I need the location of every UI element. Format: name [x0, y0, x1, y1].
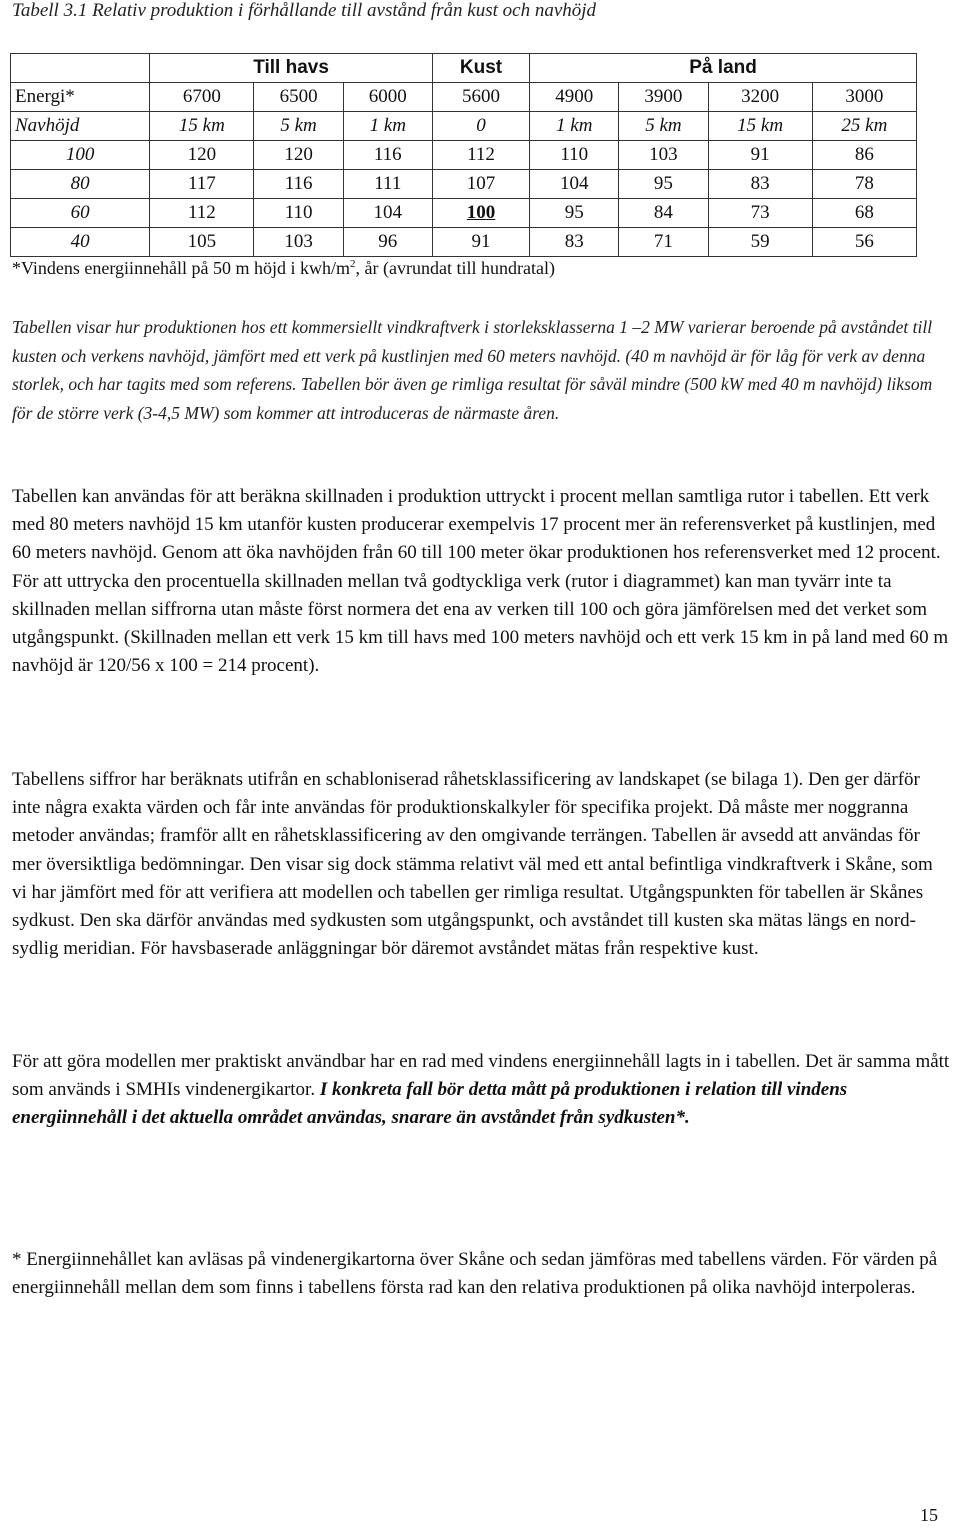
- page-number: 15: [920, 1505, 938, 1525]
- table-cell: 4900: [530, 83, 619, 112]
- table-cell: 111: [343, 170, 432, 199]
- table-cell: 1 km: [343, 112, 432, 141]
- table-cell: 104: [530, 170, 619, 199]
- table-cell: 120: [254, 141, 343, 170]
- table-cell: 83: [530, 228, 619, 257]
- table-footnote-tail: , år (avrundat till hundratal): [355, 258, 555, 278]
- paragraph-energy-text: För att göra modellen mer praktiskt användbar har en rad med vindens energiinnehåll lagts in i tabellen. Det är samma mått som används i SMHIs vindenergikartor.: [12, 1051, 950, 1101]
- energy-row-label: Energi*: [11, 83, 150, 112]
- table-row: [11, 228, 917, 257]
- hub-height-label: Navhöjd: [11, 112, 150, 141]
- table-cell: 110: [254, 199, 343, 228]
- table-row-distance: [11, 112, 917, 141]
- table-cell: 96: [343, 228, 432, 257]
- paragraph-energy: [12, 1048, 952, 1133]
- table-row: [11, 199, 917, 228]
- table-cell: 6700: [150, 83, 254, 112]
- table-cell: 95: [619, 170, 708, 199]
- paragraph-usage: Tabellen kan användas för att beräkna skillnaden i produktion uttryckt i procent mellan samtliga rutor i tabellen. Ett verk med 80 meters navhöjd 15 km utanför kusten producerar exempelvis 17 procent mer än referensverket på kustlinjen, med 60 meters navhöjd. Genom att öka navhöjden från 60 till 100 meter ökar produktionen hos referensverket med 12 procent. För att uttrycka den procentuella skillnaden mellan två godtyckliga verk (rutor i diagrammet) kan man tyvärr inte ta skillnaden mellan siffrorna utan måste först normera det ena av verken till 100 och göra jämförelsen med det verket som utgångspunkt. (Skillnaden mellan ett verk 15 km till havs med 100 meters navhöjd och ett verk 15 km in på land med 60 m navhöjd är 120/56 x 100 = 214 procent).: [12, 486, 949, 677]
- paragraph-table-description: Tabellen visar hur produktionen hos ett kommersiellt vindkraftverk i storleksklasserna 1 –2 MW varierar beroende på avståndet till kusten och verkens navhöjd, jämfört med ett verk på kustlinjen med 60 meters navhöjd. (40 m navhöjd är för låg för verk av denna storlek, och har tagits med som referens. Tabellen bör även ge rimliga resultat för såväl mindre (500 kW med 40 m navhöjd) liksom för de större verk (3-4,5 MW) som kommer att introduceras de närmaste åren.: [12, 317, 933, 423]
- production-table: [10, 53, 917, 257]
- table-cell: 6500: [254, 83, 343, 112]
- row-height-label: 60: [11, 199, 150, 228]
- table-cell: 3200: [708, 83, 812, 112]
- table-cell: 15 km: [150, 112, 254, 141]
- table-cell: 103: [619, 141, 708, 170]
- table-corner-cell: [11, 54, 150, 83]
- table-cell: 0: [432, 112, 529, 141]
- group-header-land: På land: [530, 54, 917, 83]
- table-cell: 103: [254, 228, 343, 257]
- footnote: * Energiinnehållet kan avläsas på vindenergikartorna över Skåne och sedan jämföras med tabellens värden. För värden på energiinnehåll mellan dem som finns i tabellens första rad kan den relativa produktionen på olika navhöjd interpoleras.: [12, 1249, 938, 1299]
- table-footnote-text: *Vindens energiinnehåll på 50 m höjd i kwh/m: [12, 258, 351, 278]
- table-cell: 15 km: [708, 112, 812, 141]
- table-header-row: [11, 54, 917, 83]
- table-cell: 91: [432, 228, 529, 257]
- table-cell: 105: [150, 228, 254, 257]
- table-cell: 3000: [812, 83, 916, 112]
- table-cell: 3900: [619, 83, 708, 112]
- table-cell: 68: [812, 199, 916, 228]
- table-cell: 5 km: [254, 112, 343, 141]
- paragraph-method: Tabellens siffror har beräknats utifrån en schabloniserad råhetsklassificering av landskapet (se bilaga 1). Den ger därför inte några exakta värden och får inte användas för produktionskalkyler för specifika projekt. Då måste mer noggranna metoder användas; framför allt en råhetsklassificering av den omgivande terrängen. Tabellen är avsedd att användas för mer översiktliga bedömningar. Den visar sig dock stämma relativt väl med ett antal befintliga vindkraftverk i Skåne, som vi har jämfört med för att verifiera att modellen och tabellen ger rimliga resultat. Utgångspunkten för tabellen är Skånes sydkust. Den ska därför användas med sydkusten som utgångspunkt, och avståndet till kusten ska mätas längs en nord-sydlig meridian. För havsbaserade anläggningar bör däremot avståndet mätas från respektive kust.: [12, 769, 933, 960]
- row-height-label: 80: [11, 170, 150, 199]
- group-header-sea: Till havs: [150, 54, 433, 83]
- table-cell: 107: [432, 170, 529, 199]
- table-cell: 1 km: [530, 112, 619, 141]
- table-cell: 95: [530, 199, 619, 228]
- table-cell: 71: [619, 228, 708, 257]
- table-cell: 110: [530, 141, 619, 170]
- table-cell: 59: [708, 228, 812, 257]
- reference-cell: [432, 199, 529, 228]
- table-cell: 112: [432, 141, 529, 170]
- table-row: [11, 141, 917, 170]
- table-cell: 91: [708, 141, 812, 170]
- table-row-energy: [11, 83, 917, 112]
- group-header-coast: Kust: [432, 54, 529, 83]
- table-cell: 83: [708, 170, 812, 199]
- table-footnote: [12, 258, 555, 279]
- table-cell: 56: [812, 228, 916, 257]
- table-cell: 6000: [343, 83, 432, 112]
- table-cell: 116: [254, 170, 343, 199]
- table-cell: 117: [150, 170, 254, 199]
- row-height-label: 40: [11, 228, 150, 257]
- table-cell: 25 km: [812, 112, 916, 141]
- table-cell: 5 km: [619, 112, 708, 141]
- superscript: 2: [350, 258, 356, 270]
- table-cell: 112: [150, 199, 254, 228]
- table-cell: 5600: [432, 83, 529, 112]
- table-cell: 73: [708, 199, 812, 228]
- table-cell: 120: [150, 141, 254, 170]
- table-cell: 116: [343, 141, 432, 170]
- table-cell: 84: [619, 199, 708, 228]
- table-cell: 104: [343, 199, 432, 228]
- table-cell: 86: [812, 141, 916, 170]
- table-caption: Tabell 3.1 Relativ produktion i förhållande till avstånd från kust och navhöjd: [12, 0, 597, 21]
- table-cell: 78: [812, 170, 916, 199]
- table-row: [11, 170, 917, 199]
- reference-value: 100: [466, 202, 496, 223]
- row-height-label: 100: [11, 141, 150, 170]
- paragraph-energy-emphasis: I konkreta fall bör detta mått på produktionen i relation till vindens energiinnehåll i det aktuella området användas, snarare än avståndet från sydkusten*.: [12, 1079, 848, 1129]
